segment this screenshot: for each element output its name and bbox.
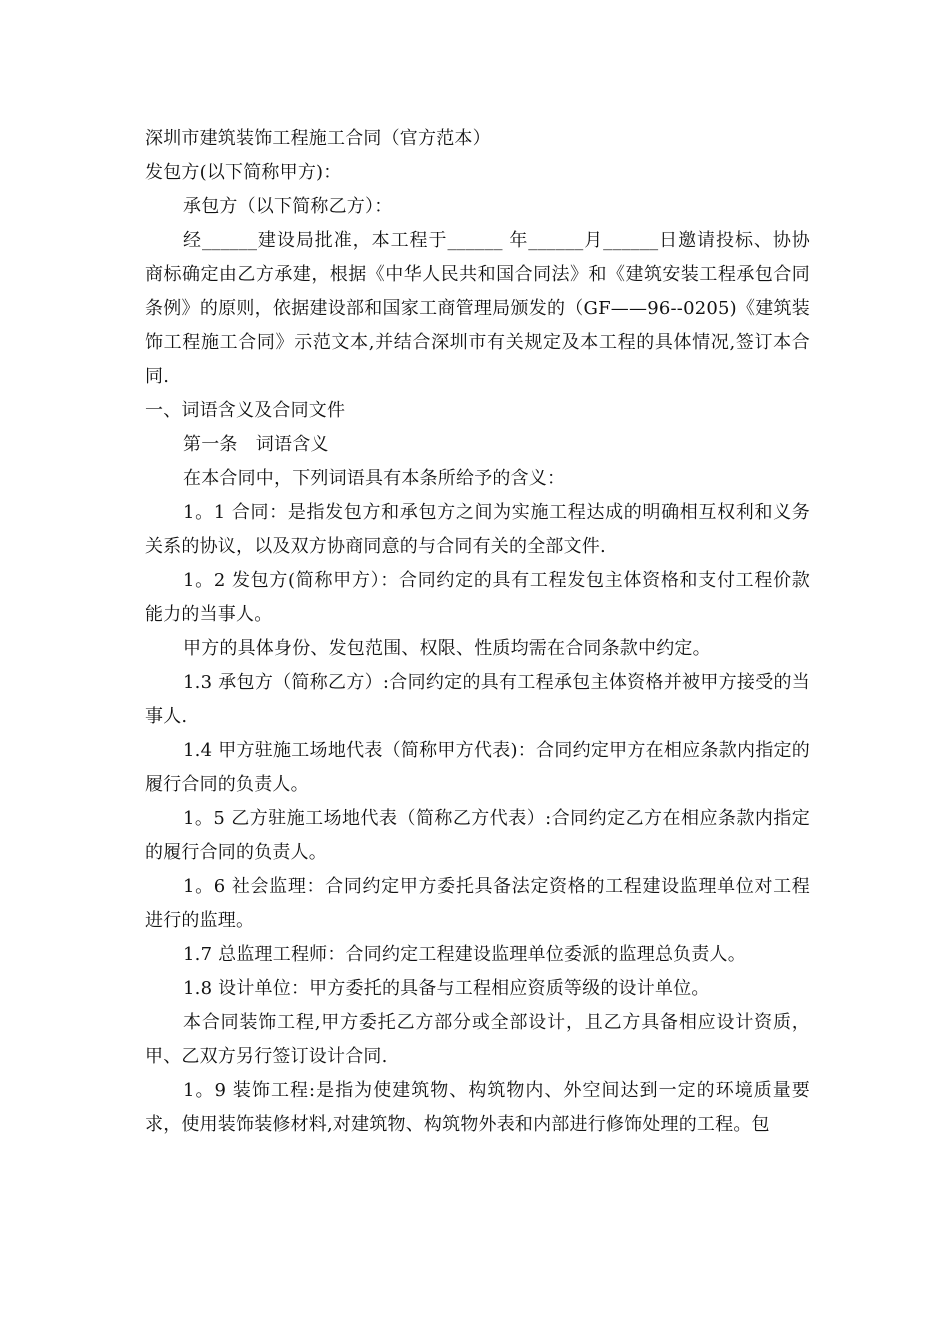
- definition-1-1: 1。1 合同：是指发包方和承包方之间为实施工程达成的明确相互权利和义务关系的协议，以及双方协商同意的与合同有关的全部文件.: [145, 502, 810, 557]
- definition-1-4: 1.4 甲方驻施工场地代表（简称甲方代表)：合同约定甲方在相应条款内指定的履行合同的负责人。: [145, 740, 810, 795]
- document-title: 深圳市建筑装饰工程施工合同（官方范本）: [145, 128, 491, 149]
- contractor-line: 承包方（以下简称乙方）：: [183, 196, 393, 217]
- section-heading: 一、词语含义及合同文件: [145, 400, 346, 421]
- definition-1-5: 1。5 乙方驻施工场地代表（简称乙方代表）:合同约定乙方在相应条款内指定的履行合同的负责人。: [145, 808, 810, 863]
- definition-1-7: 1.7 总监理工程师：合同约定工程建设监理单位委派的监理总负责人。: [183, 944, 746, 965]
- definition-1-8: 1.8 设计单位：甲方委托的具备与工程相应资质等级的设计单位。: [183, 978, 710, 999]
- document-body: [145, 122, 810, 1142]
- definition-1-2-note: 甲方的具体身份、发包范围、权限、性质均需在合同条款中约定。: [183, 638, 711, 659]
- definition-1-6: 1。6 社会监理：合同约定甲方委托具备法定资格的工程建设监理单位对工程进行的监理。: [145, 876, 810, 931]
- intro-paragraph: 经______建设局批准，本工程于______ 年______月______日邀请投标、协协商标确定由乙方承建，根据《中华人民共和国合同法》和《建筑安装工程承包合同条例》的原则，依据建设部和国家工商管理局颁发的（GF——96--0205)《建筑装饰工程施工合同》示范文本,并结合深圳市有关规定及本工程的具体情况,签订本合同.: [145, 230, 810, 387]
- article-heading: 第一条 词语含义: [183, 434, 329, 455]
- definition-1-3: 1.3 承包方（简称乙方）:合同约定的具有工程承包主体资格并被甲方接受的当事人.: [145, 672, 810, 727]
- employer-line: 发包方(以下简称甲方)：: [145, 162, 342, 183]
- lead-paragraph: 在本合同中，下列词语具有本条所给予的含义：: [183, 468, 566, 489]
- definition-1-8-note: 本合同装饰工程,甲方委托乙方部分或全部设计，且乙方具备相应设计资质，甲、乙双方另行签订设计合同.: [145, 1012, 810, 1067]
- definition-1-9: 1。9 装饰工程:是指为使建筑物、构筑物内、外空间达到一定的环境质量要求，使用装饰装修材料,对建筑物、构筑物外表和内部进行修饰处理的工程。包: [145, 1080, 810, 1135]
- definition-1-2: 1。2 发包方(简称甲方）：合同约定的具有工程发包主体资格和支付工程价款能力的当事人。: [145, 570, 810, 625]
